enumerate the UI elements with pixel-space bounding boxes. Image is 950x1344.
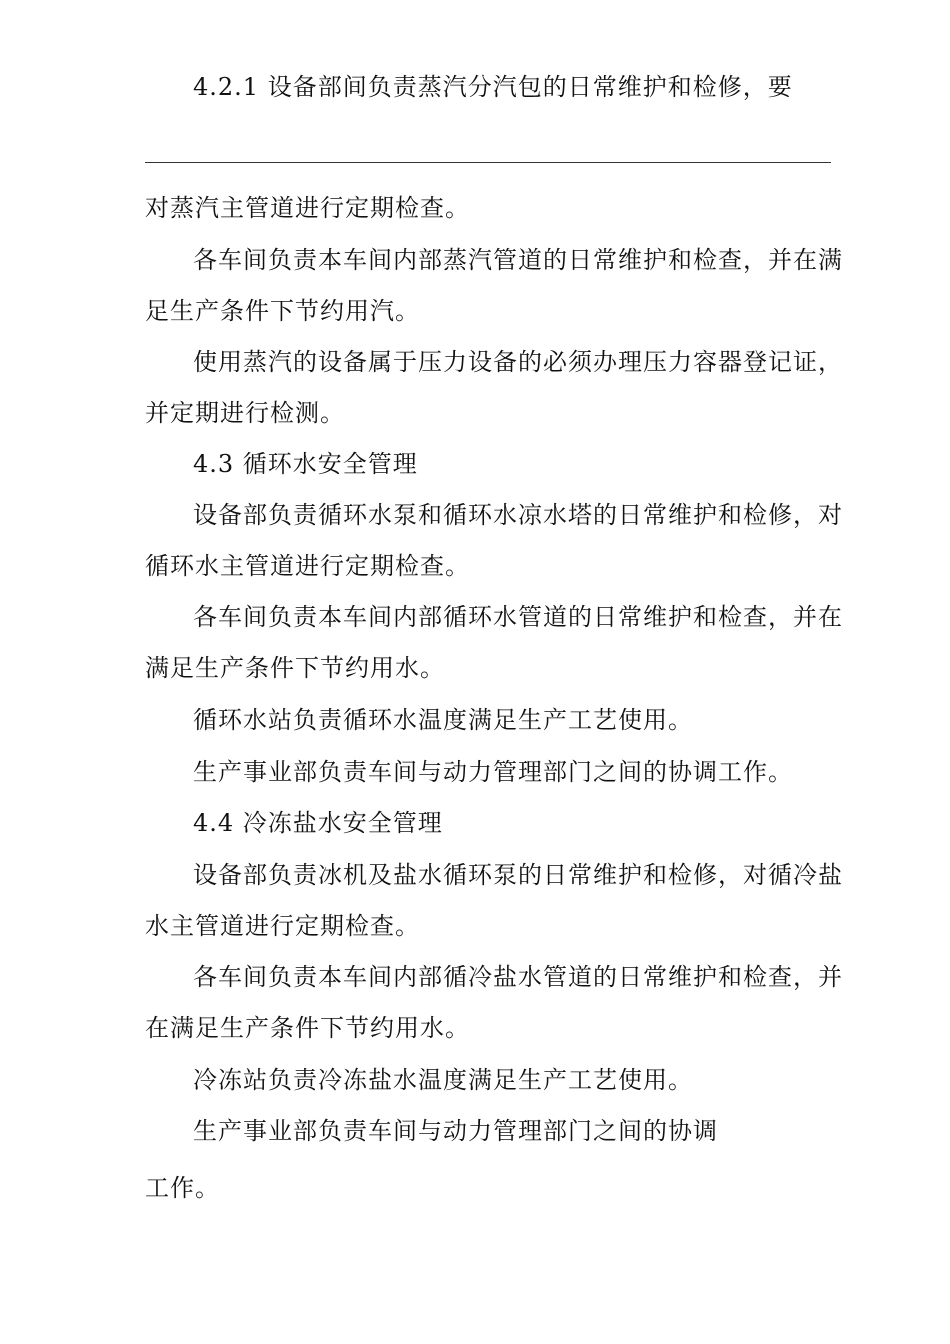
paragraph-line: 循环水站负责循环水温度满足生产工艺使用。 [193,706,693,734]
section-heading: 4.3 循环水安全管理 [193,450,418,478]
paragraph-line: 并定期进行检测。 [145,399,345,427]
section-heading: 4.4 冷冻盐水安全管理 [193,809,443,837]
paragraph-line: 循环水主管道进行定期检查。 [145,552,470,580]
paragraph-line: 水主管道进行定期检查。 [145,912,420,940]
paragraph-line: 在满足生产条件下节约用水。 [145,1014,470,1042]
paragraph-line: 各车间负责本车间内部循环水管道的日常维护和检查，并在 [193,603,843,631]
paragraph-line: 各车间负责本车间内部循冷盐水管道的日常维护和检查，并 [193,963,843,991]
paragraph-line: 生产事业部负责车间与动力管理部门之间的协调工作。 [193,758,793,786]
paragraph-line: 各车间负责本车间内部蒸汽管道的日常维护和检查，并在满 [193,246,843,274]
paragraph-line: 使用蒸汽的设备属于压力设备的必须办理压力容器登记证， [193,348,843,376]
paragraph-line: 对蒸汽主管道进行定期检查。 [145,194,470,222]
paragraph-line: 足生产条件下节约用汽。 [145,297,420,325]
paragraph-line: 设备部负责循环水泵和循环水凉水塔的日常维护和检修，对 [193,501,843,529]
paragraph-line: 工作。 [145,1174,220,1202]
paragraph-line: 设备部负责冰机及盐水循环泵的日常维护和检修，对循冷盐 [193,861,843,889]
horizontal-divider [145,162,831,163]
paragraph-line: 满足生产条件下节约用水。 [145,654,445,682]
header-paragraph-line: 4.2.1 设备部间负责蒸汽分汽包的日常维护和检修，要 [193,73,793,101]
paragraph-line: 冷冻站负责冷冻盐水温度满足生产工艺使用。 [193,1066,693,1094]
paragraph-line: 生产事业部负责车间与动力管理部门之间的协调 [193,1117,718,1145]
